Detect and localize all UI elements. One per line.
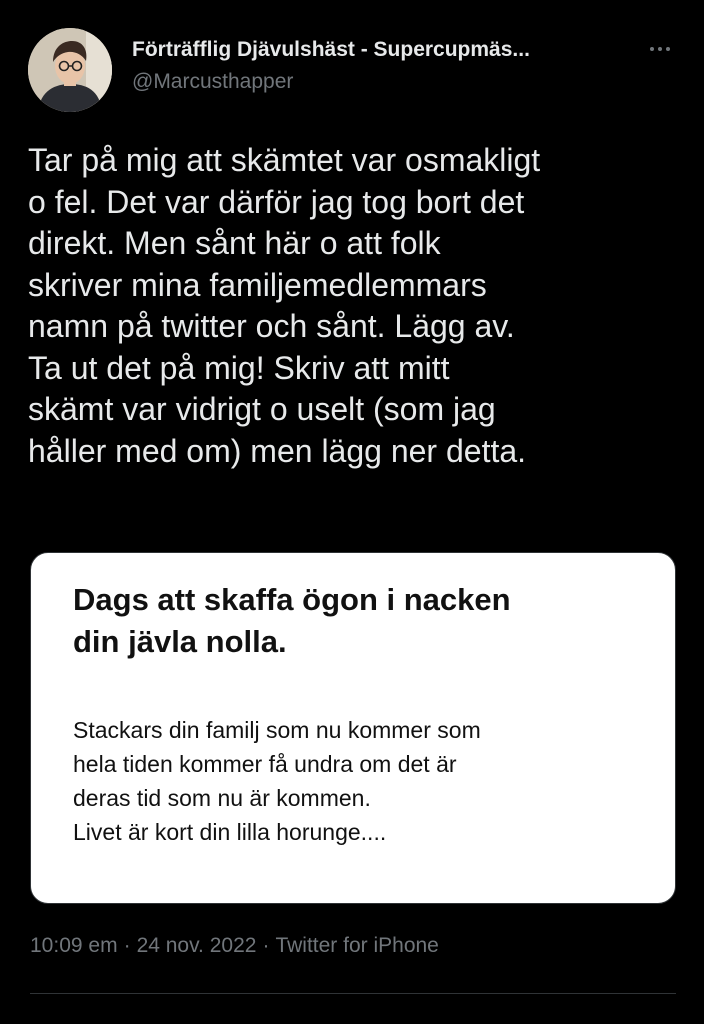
separator: ·	[262, 934, 270, 957]
separator: ·	[123, 934, 131, 957]
image-body-line: hela tiden kommer få undra om det är	[73, 751, 457, 777]
tweet-text-line: skriver mina familjemedlemmars	[28, 266, 487, 303]
image-body-line: Stackars din familj som nu kommer som	[73, 717, 481, 743]
image-body	[73, 713, 481, 849]
tweet-text-line: Tar på mig att skämtet var osmakligt	[28, 142, 541, 178]
more-options-icon[interactable]	[642, 34, 678, 64]
tweet-text-line: direkt. Men sånt här o att folk	[28, 225, 441, 261]
tweet-text	[28, 140, 688, 472]
divider	[30, 993, 676, 994]
image-heading-line: din jävla nolla.	[73, 624, 287, 659]
image-heading	[73, 579, 511, 663]
attached-image[interactable]	[30, 552, 676, 904]
image-heading-line: Dags att skaffa ögon i nacken	[73, 582, 511, 617]
tweet-source[interactable]: Twitter for iPhone	[275, 934, 439, 957]
tweet-time[interactable]: 10:09 em	[30, 934, 118, 957]
tweet-text-line: o fel. Det var därför jag tog bort det	[28, 183, 525, 220]
profile-photo-icon	[28, 28, 112, 112]
tweet-text-line: Ta ut det på mig! Skriv att mitt	[28, 349, 450, 386]
tweet-header	[28, 28, 678, 112]
author-info	[132, 36, 612, 96]
tweet-date[interactable]: 24 nov. 2022	[136, 934, 257, 957]
dot	[658, 47, 662, 51]
tweet-text-line: håller med om) men lägg ner detta.	[28, 432, 527, 469]
image-body-line: Livet är kort din lilla horunge....	[73, 819, 387, 845]
image-body-line: deras tid som nu är kommen.	[73, 785, 371, 811]
tweet-metadata	[30, 934, 439, 958]
user-handle[interactable]: @Marcusthapper	[132, 70, 294, 93]
tweet-text-line: namn på twitter och sånt. Lägg av.	[28, 308, 515, 344]
tweet-text-line: skämt var vidrigt o uselt (som jag	[28, 391, 496, 427]
dot	[650, 47, 654, 51]
dot	[666, 47, 670, 51]
display-name[interactable]: Förträfflig Djävulshäst - Supercupmäs...	[132, 38, 530, 61]
avatar[interactable]	[28, 28, 112, 112]
